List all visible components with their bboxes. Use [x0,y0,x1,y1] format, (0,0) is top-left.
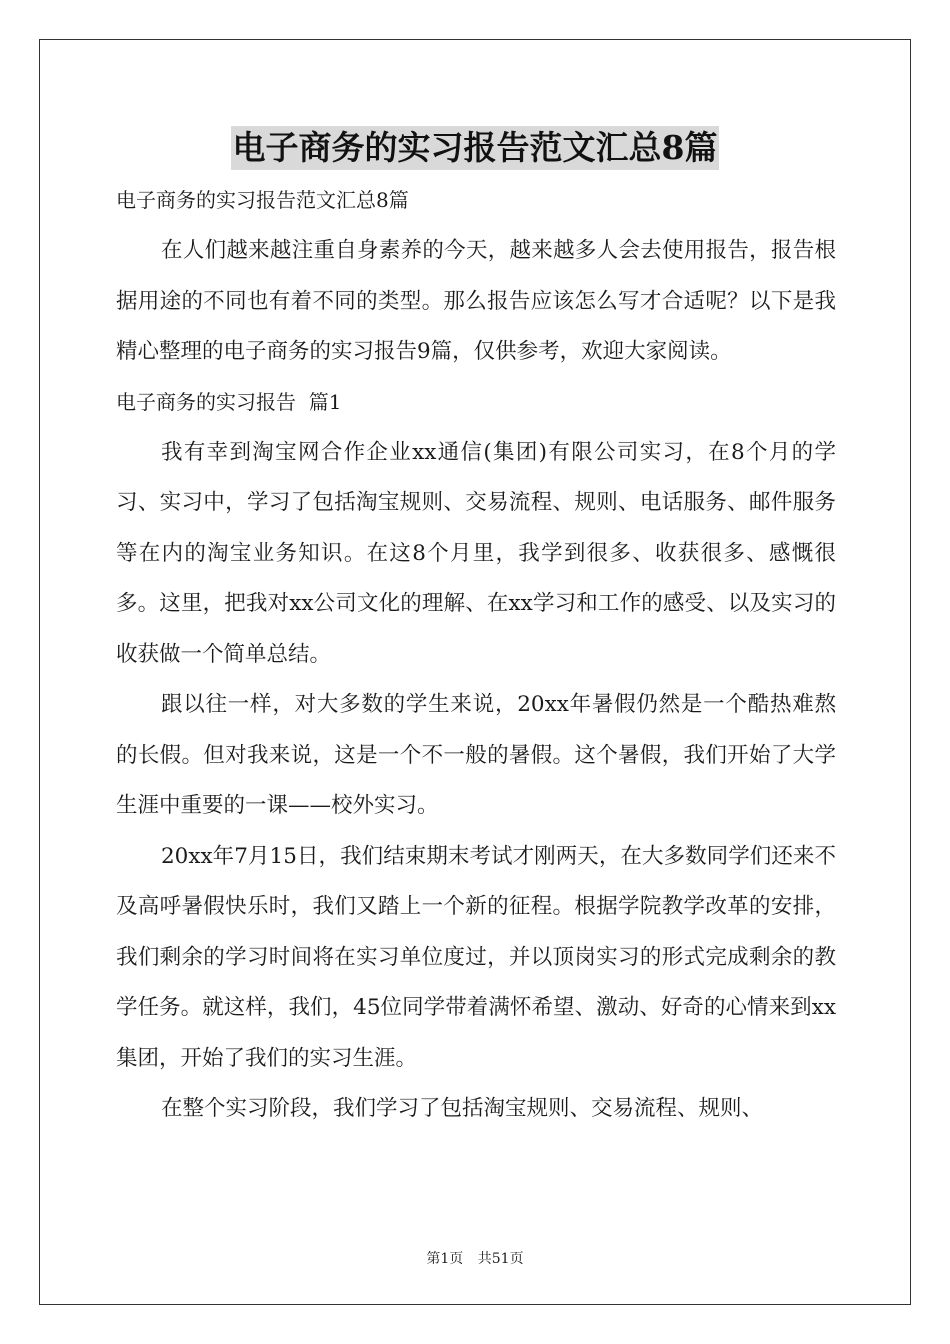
body-paragraph: 在整个实习阶段，我们学习了包括淘宝规则、交易流程、规则、 [161,1096,764,1121]
body-paragraph: 跟以往一样，对大多数的学生来说，20xx年暑假仍然是一个酷热难熬的长假。但对我来说，这是一个不一般的暑假。这个暑假，我们开始了大学生涯中重要的一课——校外实习。 [116,692,836,818]
section-heading: 电子商务的实习报告 篇1 [116,389,342,414]
page-footer [0,1248,950,1268]
total-pages: 共51页 [477,1251,524,1267]
document-body [116,178,836,1135]
page-title: 电子商务的实习报告范文汇总8篇 [231,126,720,170]
page-number: 第1页 [426,1251,464,1267]
intro-paragraph: 在人们越来越注重自身素养的今天，越来越多人会去使用报告，报告根据用途的不同也有着不同的类型。那么报告应该怎么写才合适呢？以下是我精心整理的电子商务的实习报告9篇，仅供参考，欢迎大家阅读。 [116,238,836,364]
subtitle: 电子商务的实习报告范文汇总8篇 [116,188,409,212]
body-paragraph: 我有幸到淘宝网合作企业xx通信(集团)有限公司实习，在8个月的学习、实习中，学习了包括淘宝规则、交易流程、规则、电话服务、邮件服务等在内的淘宝业务知识。在这8个月里，我学到很多、收获很多、感慨很多。这里，把我对xx公司文化的理解、在xx学习和工作的感受、以及实习的收获做一个简单总结。 [116,439,836,667]
title-wrap [0,126,950,170]
body-paragraph: 20xx年7月15日，我们结束期末考试才刚两天，在大多数同学们还来不及高呼暑假快乐时，我们又踏上一个新的征程。根据学院教学改革的安排，我们剩余的学习时间将在实习单位度过，并以顶岗实习的形式完成剩余的教学任务。就这样，我们，45位同学带着满怀希望、激动、好奇的心情来到xx集团，开始了我们的实习生涯。 [116,843,836,1071]
